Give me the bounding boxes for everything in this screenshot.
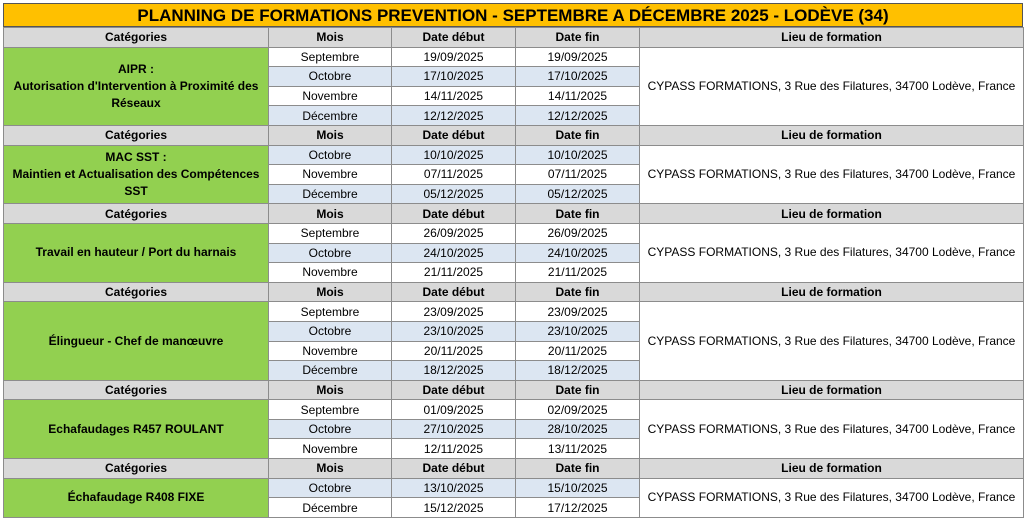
section-header-row	[4, 204, 1024, 224]
start-date-cell: 27/10/2025	[392, 419, 516, 439]
header-end-date: Date fin	[516, 282, 640, 302]
session-row	[4, 145, 1024, 165]
end-date-cell: 21/11/2025	[516, 263, 640, 283]
session-row	[4, 400, 1024, 420]
end-date-cell: 28/10/2025	[516, 419, 640, 439]
planning-sheet	[3, 3, 1023, 518]
location-cell: CYPASS FORMATIONS, 3 Rue des Filatures, 34700 Lodève, France	[640, 145, 1024, 204]
start-date-cell: 24/10/2025	[392, 243, 516, 263]
category-label: AIPR :	[118, 61, 154, 76]
month-cell: Décembre	[269, 361, 392, 381]
header-start-date: Date début	[392, 380, 516, 400]
month-cell: Décembre	[269, 184, 392, 204]
start-date-cell: 26/09/2025	[392, 223, 516, 243]
header-month: Mois	[269, 28, 392, 48]
page-title: PLANNING DE FORMATIONS PREVENTION - SEPTEMBRE A DÉCEMBRE 2025 - LODÈVE (34)	[3, 3, 1023, 27]
section-header-row	[4, 282, 1024, 302]
section-header-row	[4, 125, 1024, 145]
session-row	[4, 47, 1024, 67]
header-month: Mois	[269, 380, 392, 400]
month-cell: Octobre	[269, 478, 392, 498]
start-date-cell: 21/11/2025	[392, 263, 516, 283]
category-label: Echafaudages R457 ROULANT	[48, 421, 224, 436]
month-cell: Octobre	[269, 419, 392, 439]
start-date-cell: 12/12/2025	[392, 106, 516, 126]
header-categories: Catégories	[4, 28, 269, 48]
start-date-cell: 20/11/2025	[392, 341, 516, 361]
category-label: Élingueur - Chef de manœuvre	[48, 333, 224, 348]
start-date-cell: 01/09/2025	[392, 400, 516, 420]
category-cell	[4, 478, 269, 517]
month-cell: Novembre	[269, 165, 392, 185]
end-date-cell: 15/10/2025	[516, 478, 640, 498]
start-date-cell: 13/10/2025	[392, 478, 516, 498]
month-cell: Septembre	[269, 223, 392, 243]
start-date-cell: 05/12/2025	[392, 184, 516, 204]
header-location: Lieu de formation	[640, 28, 1024, 48]
month-cell: Novembre	[269, 341, 392, 361]
month-cell: Octobre	[269, 243, 392, 263]
start-date-cell: 23/10/2025	[392, 321, 516, 341]
end-date-cell: 10/10/2025	[516, 145, 640, 165]
header-categories: Catégories	[4, 204, 269, 224]
schedule-body	[4, 28, 1024, 518]
header-end-date: Date fin	[516, 28, 640, 48]
section-header-row	[4, 28, 1024, 48]
header-start-date: Date début	[392, 28, 516, 48]
start-date-cell: 12/11/2025	[392, 439, 516, 459]
header-start-date: Date début	[392, 204, 516, 224]
end-date-cell: 05/12/2025	[516, 184, 640, 204]
section-header-row	[4, 459, 1024, 479]
end-date-cell: 17/10/2025	[516, 67, 640, 87]
end-date-cell: 23/09/2025	[516, 302, 640, 322]
month-cell: Octobre	[269, 145, 392, 165]
header-location: Lieu de formation	[640, 204, 1024, 224]
start-date-cell: 19/09/2025	[392, 47, 516, 67]
category-cell	[4, 302, 269, 380]
section-header-row	[4, 380, 1024, 400]
location-cell: CYPASS FORMATIONS, 3 Rue des Filatures, 34700 Lodève, France	[640, 478, 1024, 517]
category-label: Échafaudage R408 FIXE	[67, 490, 205, 505]
header-categories: Catégories	[4, 459, 269, 479]
month-cell: Décembre	[269, 498, 392, 518]
month-cell: Octobre	[269, 67, 392, 87]
end-date-cell: 14/11/2025	[516, 86, 640, 106]
end-date-cell: 17/12/2025	[516, 498, 640, 518]
end-date-cell: 19/09/2025	[516, 47, 640, 67]
header-start-date: Date début	[392, 459, 516, 479]
header-end-date: Date fin	[516, 459, 640, 479]
header-start-date: Date début	[392, 282, 516, 302]
header-month: Mois	[269, 459, 392, 479]
end-date-cell: 26/09/2025	[516, 223, 640, 243]
start-date-cell: 07/11/2025	[392, 165, 516, 185]
location-cell: CYPASS FORMATIONS, 3 Rue des Filatures, 34700 Lodève, France	[640, 223, 1024, 282]
end-date-cell: 23/10/2025	[516, 321, 640, 341]
month-cell: Octobre	[269, 321, 392, 341]
header-end-date: Date fin	[516, 204, 640, 224]
month-cell: Novembre	[269, 86, 392, 106]
header-end-date: Date fin	[516, 380, 640, 400]
month-cell: Novembre	[269, 263, 392, 283]
category-cell	[4, 47, 269, 125]
header-location: Lieu de formation	[640, 282, 1024, 302]
training-schedule-table	[3, 27, 1024, 518]
start-date-cell: 10/10/2025	[392, 145, 516, 165]
end-date-cell: 20/11/2025	[516, 341, 640, 361]
session-row	[4, 223, 1024, 243]
header-month: Mois	[269, 204, 392, 224]
category-label: MAC SST :	[105, 149, 167, 164]
category-cell	[4, 223, 269, 282]
header-start-date: Date début	[392, 125, 516, 145]
header-location: Lieu de formation	[640, 125, 1024, 145]
start-date-cell: 17/10/2025	[392, 67, 516, 87]
header-end-date: Date fin	[516, 125, 640, 145]
month-cell: Septembre	[269, 400, 392, 420]
header-month: Mois	[269, 125, 392, 145]
end-date-cell: 18/12/2025	[516, 361, 640, 381]
month-cell: Septembre	[269, 302, 392, 322]
category-label: Autorisation d'Intervention à Proximité des Réseaux	[13, 78, 259, 110]
start-date-cell: 23/09/2025	[392, 302, 516, 322]
location-cell: CYPASS FORMATIONS, 3 Rue des Filatures, 34700 Lodève, France	[640, 400, 1024, 459]
start-date-cell: 18/12/2025	[392, 361, 516, 381]
month-cell: Septembre	[269, 47, 392, 67]
start-date-cell: 15/12/2025	[392, 498, 516, 518]
end-date-cell: 24/10/2025	[516, 243, 640, 263]
category-label: Travail en hauteur / Port du harnais	[35, 245, 237, 260]
end-date-cell: 02/09/2025	[516, 400, 640, 420]
header-month: Mois	[269, 282, 392, 302]
end-date-cell: 07/11/2025	[516, 165, 640, 185]
header-location: Lieu de formation	[640, 380, 1024, 400]
category-cell	[4, 400, 269, 459]
location-cell: CYPASS FORMATIONS, 3 Rue des Filatures, 34700 Lodève, France	[640, 47, 1024, 125]
category-cell	[4, 145, 269, 204]
end-date-cell: 13/11/2025	[516, 439, 640, 459]
header-categories: Catégories	[4, 125, 269, 145]
session-row	[4, 302, 1024, 322]
category-label: Maintien et Actualisation des Compétences SST	[12, 166, 260, 198]
header-categories: Catégories	[4, 380, 269, 400]
month-cell: Décembre	[269, 106, 392, 126]
location-cell: CYPASS FORMATIONS, 3 Rue des Filatures, 34700 Lodève, France	[640, 302, 1024, 380]
session-row	[4, 478, 1024, 498]
start-date-cell: 14/11/2025	[392, 86, 516, 106]
month-cell: Novembre	[269, 439, 392, 459]
end-date-cell: 12/12/2025	[516, 106, 640, 126]
header-location: Lieu de formation	[640, 459, 1024, 479]
header-categories: Catégories	[4, 282, 269, 302]
